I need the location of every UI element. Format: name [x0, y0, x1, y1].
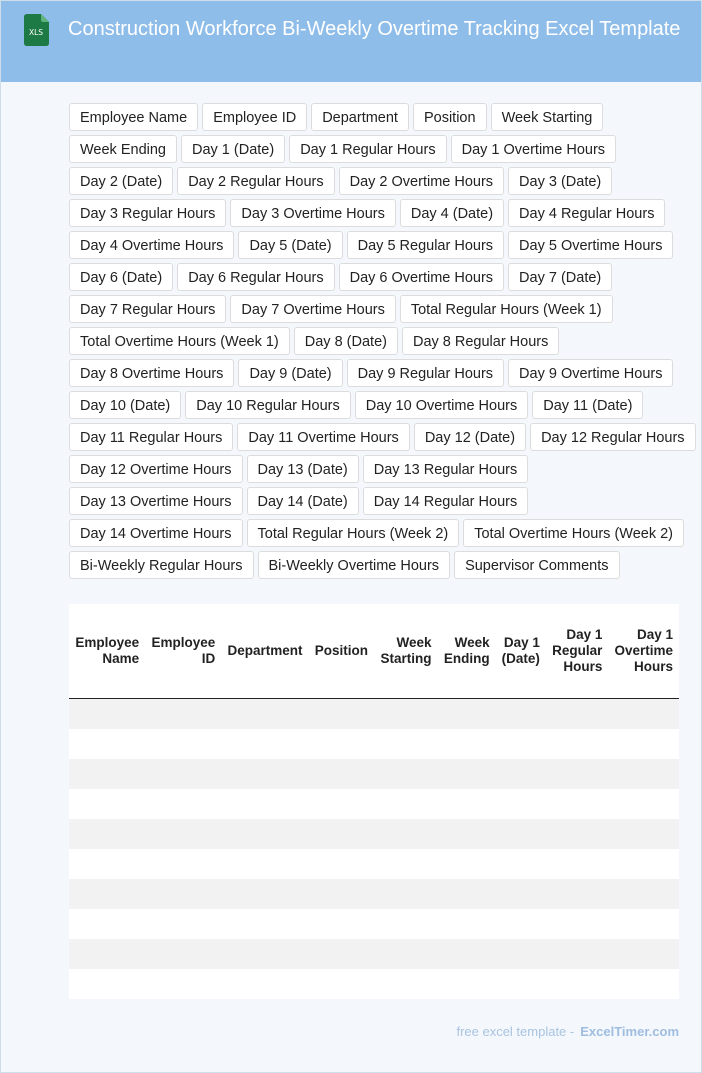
table-cell[interactable]	[496, 879, 546, 909]
table-cell[interactable]	[309, 698, 374, 729]
table-cell[interactable]	[145, 819, 221, 849]
column-tag: Employee ID	[202, 103, 307, 131]
table-row	[69, 849, 679, 879]
table-cell[interactable]	[69, 819, 145, 849]
table-cell[interactable]	[69, 909, 145, 939]
column-header: Employee Name	[69, 604, 145, 698]
table-cell[interactable]	[309, 819, 374, 849]
table-cell[interactable]	[608, 879, 679, 909]
column-tag: Day 10 Regular Hours	[185, 391, 350, 419]
column-tag: Day 9 Regular Hours	[347, 359, 504, 387]
column-header: Week Ending	[438, 604, 496, 698]
table-row	[69, 789, 679, 819]
table-cell[interactable]	[145, 969, 221, 999]
table-cell[interactable]	[221, 939, 308, 969]
column-tag: Total Overtime Hours (Week 1)	[69, 327, 290, 355]
table-row	[69, 969, 679, 999]
column-tag: Day 11 (Date)	[532, 391, 643, 419]
table-cell[interactable]	[69, 939, 145, 969]
table-cell[interactable]	[145, 698, 221, 729]
footer-text: free excel template -	[456, 1024, 575, 1039]
table-cell[interactable]	[374, 789, 438, 819]
table-cell[interactable]	[309, 729, 374, 759]
page-header	[1, 1, 701, 82]
table-cell[interactable]	[145, 909, 221, 939]
table-cell[interactable]	[221, 909, 308, 939]
table-cell[interactable]	[374, 939, 438, 969]
table-cell[interactable]	[546, 729, 609, 759]
column-tag: Day 8 Overtime Hours	[69, 359, 234, 387]
table-cell[interactable]	[608, 698, 679, 729]
column-tag: Day 3 Regular Hours	[69, 199, 226, 227]
table-row	[69, 729, 679, 759]
table-cell[interactable]	[608, 849, 679, 879]
table-row	[69, 819, 679, 849]
column-tag: Day 1 (Date)	[181, 135, 285, 163]
table-cell[interactable]	[69, 849, 145, 879]
column-tag: Total Overtime Hours (Week 2)	[463, 519, 684, 547]
table-cell[interactable]	[438, 819, 496, 849]
column-tag: Day 11 Overtime Hours	[237, 423, 409, 451]
table-cell[interactable]	[496, 849, 546, 879]
preview-table	[69, 604, 679, 999]
column-tag: Day 7 (Date)	[508, 263, 612, 291]
table-cell[interactable]	[496, 789, 546, 819]
table-cell[interactable]	[69, 879, 145, 909]
table-cell[interactable]	[309, 909, 374, 939]
table-cell[interactable]	[309, 969, 374, 999]
column-tag: Day 10 (Date)	[69, 391, 181, 419]
column-tag: Employee Name	[69, 103, 198, 131]
table-cell[interactable]	[145, 879, 221, 909]
column-tag: Day 13 Overtime Hours	[69, 487, 243, 515]
table-cell[interactable]	[221, 698, 308, 729]
table-cell[interactable]	[546, 969, 609, 999]
table-row	[69, 698, 679, 729]
table-cell[interactable]	[438, 939, 496, 969]
table-cell[interactable]	[608, 819, 679, 849]
table-cell[interactable]	[546, 939, 609, 969]
table-cell[interactable]	[309, 789, 374, 819]
footer-brand-link[interactable]: ExcelTimer.com	[580, 1024, 679, 1039]
column-tag: Day 13 (Date)	[247, 455, 359, 483]
table-cell[interactable]	[69, 698, 145, 729]
table-cell[interactable]	[221, 729, 308, 759]
table-cell[interactable]	[496, 819, 546, 849]
table-cell[interactable]	[374, 819, 438, 849]
table-cell[interactable]	[546, 819, 609, 849]
table-cell[interactable]	[496, 729, 546, 759]
column-tag: Day 14 (Date)	[247, 487, 359, 515]
table-cell[interactable]	[546, 879, 609, 909]
column-tag: Supervisor Comments	[454, 551, 619, 579]
column-tag: Day 4 Overtime Hours	[69, 231, 234, 259]
table-cell[interactable]	[374, 849, 438, 879]
table-cell[interactable]	[145, 789, 221, 819]
table-cell[interactable]	[496, 909, 546, 939]
table-cell[interactable]	[608, 969, 679, 999]
table-cell[interactable]	[546, 849, 609, 879]
table-cell[interactable]	[145, 849, 221, 879]
table-cell[interactable]	[221, 849, 308, 879]
column-tag: Department	[311, 103, 409, 131]
table-cell[interactable]	[145, 729, 221, 759]
table-cell[interactable]	[69, 759, 145, 789]
table-cell[interactable]	[309, 759, 374, 789]
table-cell[interactable]	[496, 759, 546, 789]
column-tag: Day 12 Regular Hours	[530, 423, 695, 451]
column-tag: Day 7 Overtime Hours	[230, 295, 395, 323]
table-cell[interactable]	[145, 939, 221, 969]
excel-icon-label: XLS	[28, 28, 44, 37]
column-tag: Total Regular Hours (Week 2)	[247, 519, 460, 547]
column-tag: Day 7 Regular Hours	[69, 295, 226, 323]
table-cell[interactable]	[546, 759, 609, 789]
table-cell[interactable]	[496, 698, 546, 729]
column-tag: Day 11 Regular Hours	[69, 423, 233, 451]
table-cell[interactable]	[374, 698, 438, 729]
table-cell[interactable]	[374, 909, 438, 939]
table-cell[interactable]	[546, 698, 609, 729]
table-cell[interactable]	[374, 879, 438, 909]
table-cell[interactable]	[438, 849, 496, 879]
column-tag: Day 12 (Date)	[414, 423, 526, 451]
column-tag: Day 12 Overtime Hours	[69, 455, 243, 483]
table-cell[interactable]	[374, 759, 438, 789]
table-cell[interactable]	[546, 789, 609, 819]
column-tag: Day 3 Overtime Hours	[230, 199, 395, 227]
template-table-preview	[69, 604, 679, 999]
column-tag: Day 2 Regular Hours	[177, 167, 334, 195]
table-cell[interactable]	[374, 729, 438, 759]
table-cell[interactable]	[608, 909, 679, 939]
table-cell[interactable]	[608, 729, 679, 759]
excel-file-icon	[23, 14, 49, 46]
column-tag: Day 5 Regular Hours	[347, 231, 504, 259]
table-cell[interactable]	[438, 759, 496, 789]
column-tag: Day 6 Overtime Hours	[339, 263, 504, 291]
column-tag: Week Starting	[491, 103, 604, 131]
table-row	[69, 879, 679, 909]
column-header: Department	[221, 604, 308, 698]
column-tag: Day 3 (Date)	[508, 167, 612, 195]
column-tag: Day 10 Overtime Hours	[355, 391, 529, 419]
table-header-row	[69, 604, 679, 698]
table-cell[interactable]	[309, 939, 374, 969]
column-header: Employee ID	[145, 604, 221, 698]
column-tag: Day 1 Regular Hours	[289, 135, 446, 163]
column-tag: Total Regular Hours (Week 1)	[400, 295, 613, 323]
table-cell[interactable]	[438, 789, 496, 819]
column-tag: Position	[413, 103, 487, 131]
column-tag: Bi-Weekly Regular Hours	[69, 551, 254, 579]
column-tag-list	[69, 103, 699, 579]
column-header: Week Starting	[374, 604, 438, 698]
column-tag: Day 8 Regular Hours	[402, 327, 559, 355]
table-cell[interactable]	[309, 879, 374, 909]
column-tag: Day 4 (Date)	[400, 199, 504, 227]
column-header: Day 1 Overtime Hours	[608, 604, 679, 698]
table-cell[interactable]	[608, 789, 679, 819]
table-row	[69, 939, 679, 969]
column-tag: Day 2 (Date)	[69, 167, 173, 195]
table-cell[interactable]	[221, 819, 308, 849]
table-cell[interactable]	[438, 909, 496, 939]
column-tag: Day 5 Overtime Hours	[508, 231, 673, 259]
table-cell[interactable]	[374, 969, 438, 999]
column-tag: Day 9 (Date)	[238, 359, 342, 387]
column-tag: Bi-Weekly Overtime Hours	[258, 551, 451, 579]
table-cell[interactable]	[69, 789, 145, 819]
table-cell[interactable]	[145, 759, 221, 789]
table-cell[interactable]	[221, 969, 308, 999]
column-tag: Day 6 (Date)	[69, 263, 173, 291]
column-tag: Day 5 (Date)	[238, 231, 342, 259]
column-header: Position	[309, 604, 374, 698]
table-row	[69, 909, 679, 939]
column-tag: Day 13 Regular Hours	[363, 455, 528, 483]
column-tag: Day 2 Overtime Hours	[339, 167, 504, 195]
column-header: Day 1 (Date)	[496, 604, 546, 698]
table-cell[interactable]	[438, 698, 496, 729]
table-row	[69, 759, 679, 789]
column-header: Day 1 Regular Hours	[546, 604, 609, 698]
footer-credit	[456, 1024, 679, 1039]
table-cell[interactable]	[69, 729, 145, 759]
column-tag: Day 9 Overtime Hours	[508, 359, 673, 387]
column-tag: Day 14 Regular Hours	[363, 487, 528, 515]
table-cell[interactable]	[608, 759, 679, 789]
table-cell[interactable]	[438, 969, 496, 999]
page-title: Construction Workforce Bi-Weekly Overtime Tracking Excel Template	[68, 18, 681, 40]
table-cell[interactable]	[608, 939, 679, 969]
column-tag: Day 6 Regular Hours	[177, 263, 334, 291]
table-cell[interactable]	[438, 729, 496, 759]
column-tag: Day 4 Regular Hours	[508, 199, 665, 227]
table-cell[interactable]	[438, 879, 496, 909]
column-tag: Day 14 Overtime Hours	[69, 519, 243, 547]
table-cell[interactable]	[221, 879, 308, 909]
table-cell[interactable]	[496, 969, 546, 999]
column-tag: Week Ending	[69, 135, 177, 163]
table-cell[interactable]	[546, 909, 609, 939]
table-cell[interactable]	[221, 789, 308, 819]
table-cell[interactable]	[69, 969, 145, 999]
table-cell[interactable]	[221, 759, 308, 789]
table-cell[interactable]	[309, 849, 374, 879]
column-tag: Day 8 (Date)	[294, 327, 398, 355]
table-cell[interactable]	[496, 939, 546, 969]
column-tag: Day 1 Overtime Hours	[451, 135, 616, 163]
